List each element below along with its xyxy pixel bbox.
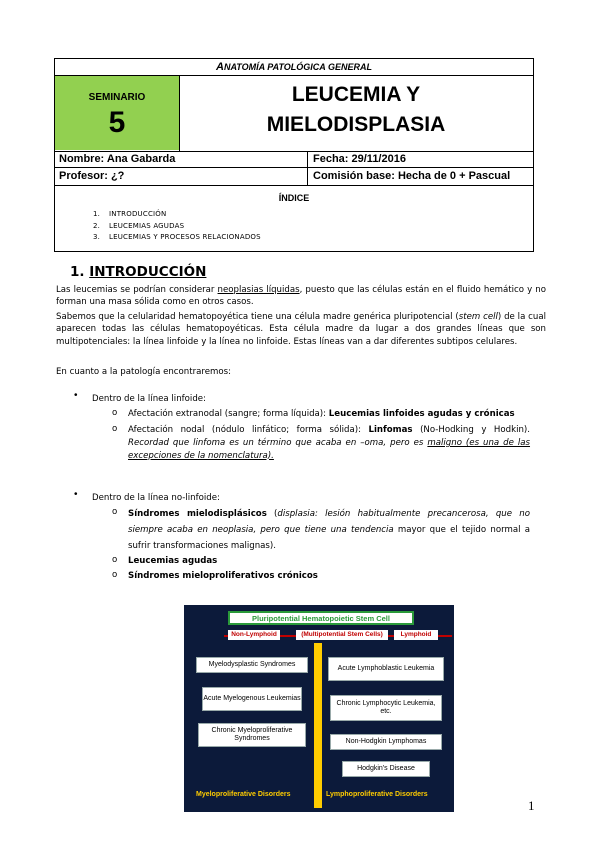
footer-left: Myeloproliferative Disorders bbox=[196, 791, 291, 798]
circle-bullet-icon: o bbox=[112, 424, 118, 434]
non-lymphoid-label: Non-Lymphoid bbox=[228, 630, 280, 640]
header-table bbox=[54, 58, 534, 252]
index-list bbox=[93, 209, 261, 244]
circle-bullet-icon: o bbox=[112, 507, 118, 517]
bullet-lymphoid: Dentro de la línea linfoide: bbox=[92, 394, 206, 404]
section-heading: 1. INTRODUCCIÓN bbox=[70, 264, 207, 280]
document-title: LEUCEMIA Y MIELODISPLASIA bbox=[266, 83, 446, 136]
date-field: Fecha: 29/11/2016 bbox=[313, 153, 406, 165]
circle-bullet-icon: o bbox=[112, 570, 118, 580]
sub-item-acute-leukemias: Leucemias agudas bbox=[128, 556, 218, 566]
name-field: Nombre: Ana Gabarda bbox=[59, 153, 176, 165]
multipotential-label: (Multipotential Stem Cells) bbox=[296, 630, 388, 640]
index-item[interactable]: 1. INTRODUCCIÓN bbox=[93, 210, 167, 218]
course-title: ANATOMÍA PATOLÓGICA GENERAL bbox=[216, 61, 372, 73]
left-box: Myelodysplastic Syndromes bbox=[196, 657, 308, 673]
professor-field: Profesor: ¿? bbox=[59, 170, 125, 182]
sub-item-nodal: Afectación nodal (nódulo linfático; forma sólida): Linfomas (No-Hodking y Hodkin). Recordad que linfoma es un término que acaba en –oma, pero es maligno (es una de las excepciones de la nomenclatura). bbox=[128, 425, 531, 461]
right-box: Acute Lymphoblastic Leukemia bbox=[328, 657, 444, 681]
paragraph-3: En cuanto a la patología encontraremos: bbox=[56, 367, 232, 377]
right-box: Hodgkin's Disease bbox=[342, 761, 430, 777]
right-box: Non-Hodgkin Lymphomas bbox=[330, 734, 442, 750]
bullet-non-lymphoid: Dentro de la línea no-linfoide: bbox=[92, 493, 220, 503]
index-item[interactable]: 2. LEUCEMIAS AGUDAS bbox=[93, 221, 185, 230]
sub-item-myeloproliferative: Síndromes mieloproliferativos crónicos bbox=[128, 571, 318, 581]
stem-cell-box: Pluripotential Hematopoietic Stem Cell bbox=[228, 611, 414, 625]
commission-field: Comisión base: Hecha de 0 + Pascual bbox=[313, 170, 511, 182]
bullet-icon: • bbox=[74, 489, 78, 500]
circle-bullet-icon: o bbox=[112, 408, 118, 418]
bullet-icon: • bbox=[74, 390, 78, 401]
left-box: Acute Myelogenous Leukemias bbox=[202, 687, 302, 711]
index-title: ÍNDICE bbox=[278, 193, 310, 203]
seminar-label: SEMINARIO bbox=[88, 92, 146, 103]
seminar-number: 5 bbox=[108, 106, 126, 139]
right-box: Chronic Lymphocytic Leukemia, etc. bbox=[330, 695, 442, 721]
footer-right: Lymphoproliferative Disorders bbox=[326, 791, 428, 798]
left-box: Chronic Myeloproliferative Syndromes bbox=[198, 723, 306, 747]
divider-bar bbox=[314, 643, 322, 808]
page-number: 1 bbox=[528, 798, 535, 813]
sub-item-myelodysplastic: Síndromes mielodisplásicos (displasia: lesión habitualmente precancerosa, que no siempre acaba en neoplasia, pero que tiene una tendencia mayor que el tejido normal a sufrir transformaciones malignas). bbox=[128, 509, 530, 551]
paragraph-1: Las leucemias se podrían considerar neoplasias líquidas, puesto que las células están en el fluido hemático y no forman una masa sólida como en otros casos. bbox=[56, 285, 546, 308]
hematopoiesis-diagram bbox=[184, 605, 454, 812]
sub-item-extranodal: Afectación extranodal (sangre; forma líquida): Leucemias linfoides agudas y crónicas bbox=[128, 409, 515, 419]
lymphoid-label: Lymphoid bbox=[394, 630, 438, 640]
paragraph-2: Sabemos que la celularidad hematopoyética tiene una célula madre genérica pluripotencial (stem cell) de la cual aparecen todas las células hematopoyéticas. Esta célula madre da lugar a dos grandes líneas que son multipotenciales: la línea linfoide y la línea no linfoide. Estas líneas van a dar diferentes subtipos celulares. bbox=[56, 312, 546, 347]
circle-bullet-icon: o bbox=[112, 555, 118, 565]
index-item[interactable]: 3. LEUCEMIAS Y PROCESOS RELACIONADOS bbox=[93, 233, 261, 241]
